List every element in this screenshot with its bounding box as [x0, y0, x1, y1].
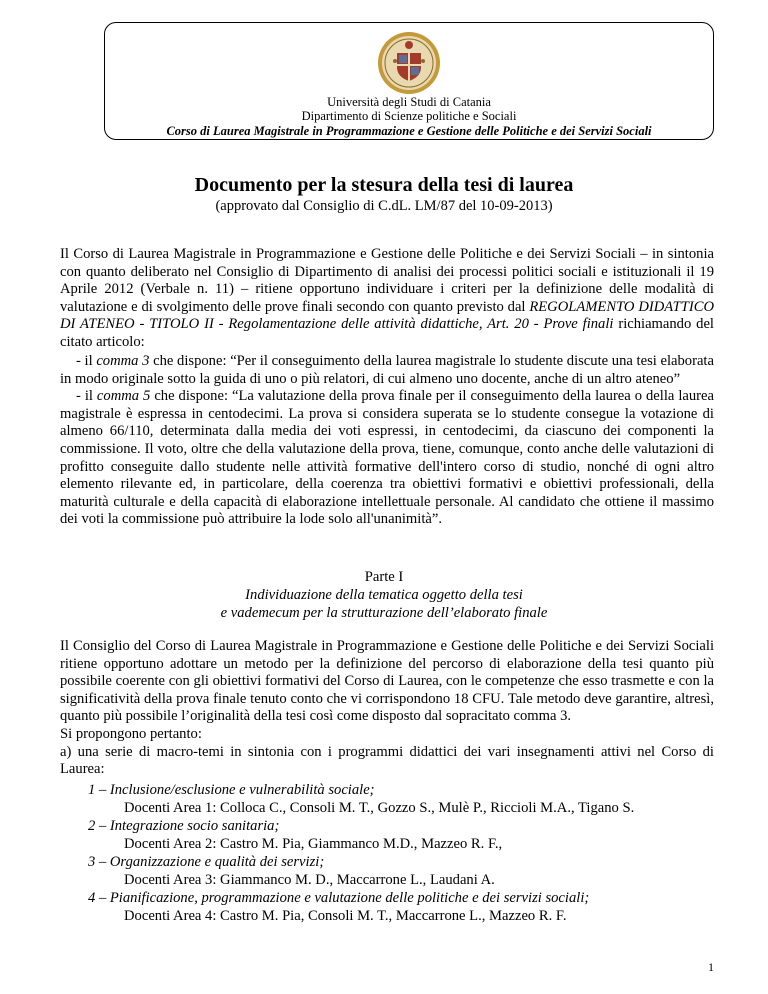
regulation-reference: REGOLAMENTO DIDATTICO DI ATENEO - TITOLO II - Regolamentazione delle attività didattiche, Art. 20 - Prove finali: [60, 298, 714, 333]
part-heading: [0, 568, 768, 622]
comma-5-paragraph: [60, 388, 714, 529]
intro-text: Il Corso di Laurea Magistrale in Programmazione e Gestione delle Politiche e dei Servizi Sociali – in sintonia con quanto deliberato nel Consiglio di Dipartimento di analisi dei processi politici sociali e istituzionali il 19 Aprile 2012 (Verbale n. 11) – ritiene opportuno individuare i criteri per la definizione delle modalità di valutazione e di svolgimento delle prove finali secondo con quanto previsto dal: [60, 246, 714, 315]
comma-3-paragraph: [60, 353, 714, 388]
header-box: [104, 22, 714, 140]
area-title: 4 – Pianificazione, programmazione e valutazione delle politiche e dei servizi sociali;: [88, 890, 590, 906]
part1-body: [60, 638, 714, 779]
intro-text-end: richiamando del citato articolo:: [60, 316, 714, 350]
part1-paragraph: Il Consiglio del Corso di Laurea Magistrale in Programmazione e Gestione delle Politiche e dei Servizi Sociali ritiene opportuno adottare un metodo per la definizione del percorso di elaborazione della tesi quanto più possibile coerente con gli obiettivi formativi del Corso di Laurea, con le competenze che esso trasmette e con la significatività della prova finale tenuto conto che vi corrispondono 18 CFU. Tale metodo deve garantire, altresì, quanto più possibile l’originalità della tesi così come disposto dal sopracitato comma 3.: [60, 638, 714, 725]
comma-ref: comma 5: [96, 388, 151, 405]
comma-prefix: - il: [76, 388, 97, 405]
proposals-intro: Si propongono pertanto:: [60, 725, 202, 742]
area-docenti: Docenti Area 2: Castro M. Pia, Giammanco M.D., Mazzeo R. F.,: [124, 836, 503, 852]
area-title: 3 – Organizzazione e qualità dei servizi;: [88, 854, 325, 870]
comma-text: che dispone: “Per il conseguimento della laurea magistrale lo studente discute una tesi elaborata in modo originale sotto la guida di uno o più relatori, di cui almeno uno docente, anche di un altro ateneo”: [60, 353, 714, 387]
areas-list: [88, 781, 718, 925]
area-title: 2 – Integrazione socio sanitaria;: [88, 818, 280, 834]
commas-section: [60, 353, 714, 529]
comma-ref: comma 3: [96, 353, 150, 369]
department-name: Dipartimento di Scienze politiche e Sociali: [301, 109, 517, 123]
comma-text: che dispone: “La valutazione della prova finale per il conseguimento della laurea o della laurea magistrale è espressa in centodecimi. La prova si considera superata se lo studente consegue la votazione di almeno 66/110, determinata dalla media dei voti espressi, in centodecimi, da ciascuno dei componenti la commissione. Il voto, oltre che della valutazione della prova, tiene, comunque, conto anche delle valutazioni di profitto conseguite dallo studente nelle attività formative dell'intero corso di studio, nonché di ogni altro elemento rilevante ed, in particolare, della coerenza tra obiettivi formativi e obiettivi professionali, della maturità culturale e della capacità di elaborazione intellettuale personale. Al candidato che ottiene il massimo dei voti la commissione può attribuire la lode solo all'unanimità”.: [60, 388, 714, 528]
intro-paragraph: [60, 246, 714, 352]
university-name: Università degli Studi di Catania: [327, 95, 491, 109]
page-number: 1: [708, 960, 714, 974]
area-docenti: Docenti Area 3: Giammanco M. D., Maccarrone L., Laudani A.: [124, 872, 495, 888]
part-heading-line-1: Individuazione della tematica oggetto della tesi: [245, 587, 523, 603]
document-subtitle: (approvato dal Consiglio di C.dL. LM/87 del 10-09-2013): [215, 198, 553, 214]
area-docenti: Docenti Area 4: Castro M. Pia, Consoli M. T., Maccarrone L., Mazzeo R. F.: [124, 908, 567, 924]
course-name: Corso di Laurea Magistrale in Programmazione e Gestione delle Politiche e dei Servizi Sociali: [166, 124, 652, 138]
area-docenti: Docenti Area 1: Colloca C., Consoli M. T., Gozzo S., Mulè P., Riccioli M.A., Tigano S.: [124, 800, 635, 816]
part-label: Parte I: [364, 569, 404, 585]
university-seal-icon: [377, 31, 441, 95]
point-a: a) una serie di macro-temi in sintonia con i programmi didattici dei vari insegnamenti attivi nel Corso di Laurea:: [60, 743, 714, 778]
comma-prefix: - il: [76, 353, 97, 369]
area-title: 1 – Inclusione/esclusione e vulnerabilità sociale;: [88, 782, 375, 798]
document-title: Documento per la stesura della tesi di laurea: [194, 174, 574, 196]
part-heading-line-2: e vademecum per la strutturazione dell’elaborato finale: [220, 605, 548, 621]
